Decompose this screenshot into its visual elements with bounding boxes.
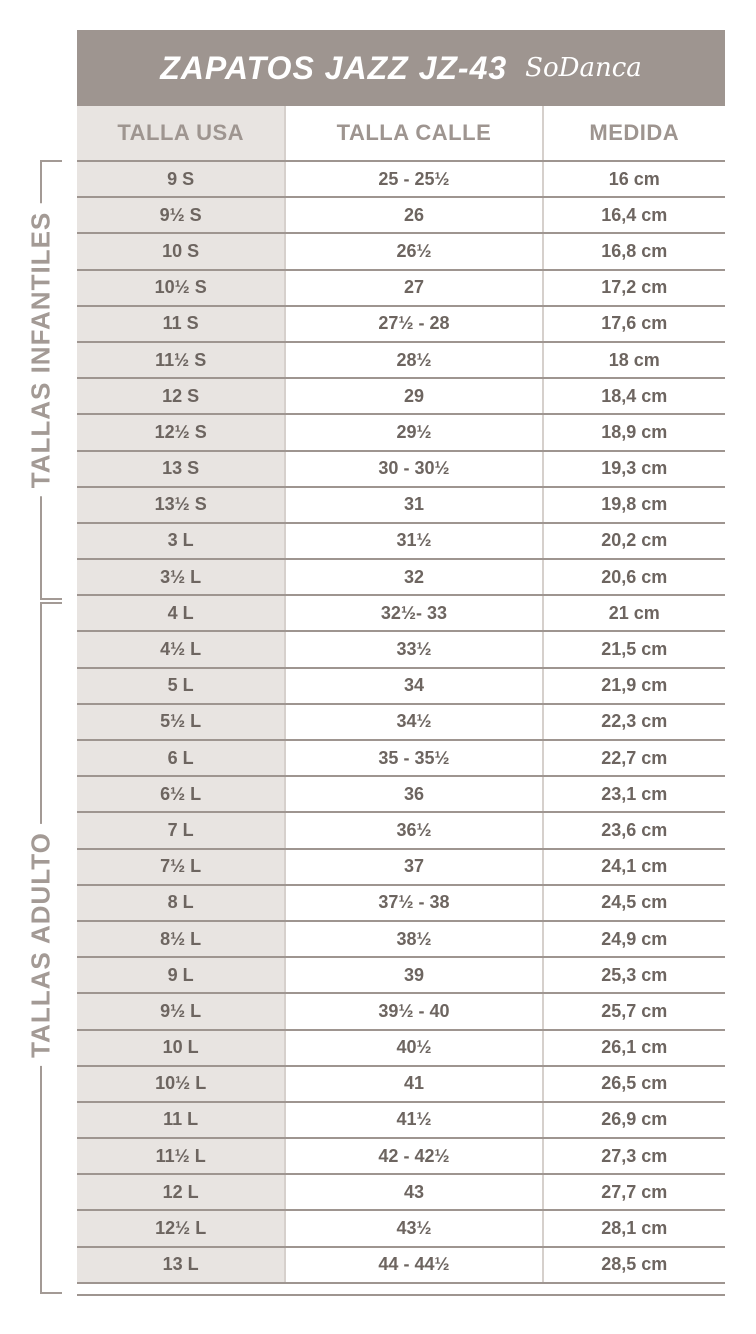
cell-medida: 26,1 cm (544, 1031, 725, 1065)
cell-talla-usa: 11 L (77, 1103, 286, 1137)
cell-talla-calle: 37 (286, 850, 543, 884)
cell-talla-calle: 37½ - 38 (286, 886, 543, 920)
cell-talla-usa: 7½ L (77, 850, 286, 884)
cell-medida: 25,7 cm (544, 994, 725, 1028)
cell-talla-calle: 27 (286, 271, 543, 305)
cell-medida: 23,1 cm (544, 777, 725, 811)
cell-talla-usa: 9½ L (77, 994, 286, 1028)
brand-logo: SoDanca (525, 53, 642, 83)
cell-talla-usa: 5½ L (77, 705, 286, 739)
column-header-talla-calle: TALLA CALLE (286, 106, 543, 160)
cell-talla-usa: 6½ L (77, 777, 286, 811)
table-row (77, 234, 725, 270)
cell-talla-calle: 36½ (286, 813, 543, 847)
table-row (77, 886, 725, 922)
table-row (77, 343, 725, 379)
cell-talla-calle: 38½ (286, 922, 543, 956)
table-row (77, 1139, 725, 1175)
cell-medida: 18,9 cm (544, 415, 725, 449)
table-row (77, 1175, 725, 1211)
cell-talla-usa: 5 L (77, 669, 286, 703)
column-header-row (77, 106, 725, 162)
cell-medida: 28,1 cm (544, 1211, 725, 1245)
cell-medida: 16,8 cm (544, 234, 725, 268)
table-row (77, 850, 725, 886)
cell-medida: 21 cm (544, 596, 725, 630)
cell-medida: 17,2 cm (544, 271, 725, 305)
cell-medida: 16,4 cm (544, 198, 725, 232)
table-row (77, 307, 725, 343)
cell-talla-usa: 3½ L (77, 560, 286, 594)
cell-medida: 26,5 cm (544, 1067, 725, 1101)
table-row (77, 524, 725, 560)
table-row (77, 198, 725, 234)
bracket-cap-top (40, 160, 62, 162)
cell-medida: 19,3 cm (544, 452, 725, 486)
cell-talla-usa: 11 S (77, 307, 286, 341)
column-header-medida: MEDIDA (544, 106, 725, 160)
cell-talla-calle: 39½ - 40 (286, 994, 543, 1028)
table-row (77, 741, 725, 777)
table-row (77, 632, 725, 668)
cell-talla-usa: 9 L (77, 958, 286, 992)
cell-medida: 26,9 cm (544, 1103, 725, 1137)
table-row (77, 669, 725, 705)
cell-talla-calle: 31 (286, 488, 543, 522)
table-row (77, 922, 725, 958)
cell-talla-usa: 10 S (77, 234, 286, 268)
cell-talla-calle: 41 (286, 1067, 543, 1101)
cell-medida: 27,3 cm (544, 1139, 725, 1173)
cell-talla-calle: 35 - 35½ (286, 741, 543, 775)
cell-talla-usa: 11½ S (77, 343, 286, 377)
table-row (77, 1067, 725, 1103)
table-row (77, 1031, 725, 1067)
cell-medida: 24,1 cm (544, 850, 725, 884)
table-row (77, 162, 725, 198)
cell-talla-usa: 6 L (77, 741, 286, 775)
table-row (77, 488, 725, 524)
cell-talla-calle: 40½ (286, 1031, 543, 1065)
cell-talla-usa: 13 S (77, 452, 286, 486)
cell-talla-calle: 25 - 25½ (286, 162, 543, 196)
table-row (77, 379, 725, 415)
cell-talla-calle: 34 (286, 669, 543, 703)
cell-talla-calle: 29½ (286, 415, 543, 449)
table-row (77, 596, 725, 632)
cell-medida: 28,5 cm (544, 1248, 725, 1282)
cell-talla-usa: 12½ L (77, 1211, 286, 1245)
table-row (77, 271, 725, 307)
page-title: ZAPATOS JAZZ JZ-43 (160, 49, 508, 86)
cell-medida: 17,6 cm (544, 307, 725, 341)
cell-talla-usa: 12 L (77, 1175, 286, 1209)
cell-talla-calle: 32½- 33 (286, 596, 543, 630)
column-header-talla-usa: TALLA USA (77, 106, 286, 160)
table-row (77, 560, 725, 596)
cell-medida: 23,6 cm (544, 813, 725, 847)
cell-talla-calle: 44 - 44½ (286, 1248, 543, 1282)
side-label-adulto: TALLAS ADULTO (26, 824, 57, 1066)
cell-talla-usa: 3 L (77, 524, 286, 558)
table-row (77, 705, 725, 741)
cell-talla-usa: 4 L (77, 596, 286, 630)
cell-talla-usa: 10 L (77, 1031, 286, 1065)
cell-talla-calle: 28½ (286, 343, 543, 377)
bracket-cap-bottom (40, 598, 62, 600)
cell-talla-calle: 27½ - 28 (286, 307, 543, 341)
bracket-cap-top (40, 602, 62, 604)
cell-talla-usa: 13 L (77, 1248, 286, 1282)
cell-talla-calle: 26½ (286, 234, 543, 268)
side-label-infantiles: TALLAS INFANTILES (26, 204, 57, 497)
cell-talla-usa: 11½ L (77, 1139, 286, 1173)
cell-talla-calle: 30 - 30½ (286, 452, 543, 486)
table-row (77, 452, 725, 488)
cell-talla-calle: 34½ (286, 705, 543, 739)
cell-medida: 27,7 cm (544, 1175, 725, 1209)
table-row (77, 1211, 725, 1247)
table-body (77, 162, 725, 1284)
table-row (77, 958, 725, 994)
cell-medida: 18 cm (544, 343, 725, 377)
cell-medida: 19,8 cm (544, 488, 725, 522)
table-header-banner (77, 30, 725, 106)
cell-medida: 21,9 cm (544, 669, 725, 703)
cell-medida: 20,6 cm (544, 560, 725, 594)
cell-talla-usa: 9½ S (77, 198, 286, 232)
cell-talla-usa: 10½ L (77, 1067, 286, 1101)
cell-talla-calle: 36 (286, 777, 543, 811)
cell-talla-calle: 26 (286, 198, 543, 232)
cell-talla-usa: 4½ L (77, 632, 286, 666)
cell-talla-usa: 7 L (77, 813, 286, 847)
cell-talla-usa: 12½ S (77, 415, 286, 449)
cell-medida: 18,4 cm (544, 379, 725, 413)
cell-medida: 24,5 cm (544, 886, 725, 920)
cell-talla-usa: 8 L (77, 886, 286, 920)
size-table (77, 106, 725, 1284)
cell-medida: 20,2 cm (544, 524, 725, 558)
bracket-cap-bottom (40, 1292, 62, 1294)
cell-talla-usa: 13½ S (77, 488, 286, 522)
cell-talla-calle: 43 (286, 1175, 543, 1209)
table-row (77, 994, 725, 1030)
cell-medida: 21,5 cm (544, 632, 725, 666)
cell-talla-usa: 9 S (77, 162, 286, 196)
cell-talla-usa: 8½ L (77, 922, 286, 956)
cell-talla-calle: 32 (286, 560, 543, 594)
cell-talla-calle: 39 (286, 958, 543, 992)
cell-talla-usa: 12 S (77, 379, 286, 413)
cell-talla-calle: 42 - 42½ (286, 1139, 543, 1173)
cell-medida: 16 cm (544, 162, 725, 196)
cell-talla-calle: 33½ (286, 632, 543, 666)
cell-medida: 22,3 cm (544, 705, 725, 739)
table-row (77, 1248, 725, 1284)
table-row (77, 1103, 725, 1139)
table-row (77, 813, 725, 849)
table-bottom-border (77, 1294, 725, 1296)
cell-talla-calle: 31½ (286, 524, 543, 558)
cell-talla-calle: 41½ (286, 1103, 543, 1137)
cell-talla-calle: 29 (286, 379, 543, 413)
cell-medida: 24,9 cm (544, 922, 725, 956)
cell-medida: 25,3 cm (544, 958, 725, 992)
cell-talla-usa: 10½ S (77, 271, 286, 305)
table-row (77, 777, 725, 813)
table-row (77, 415, 725, 451)
cell-medida: 22,7 cm (544, 741, 725, 775)
cell-talla-calle: 43½ (286, 1211, 543, 1245)
